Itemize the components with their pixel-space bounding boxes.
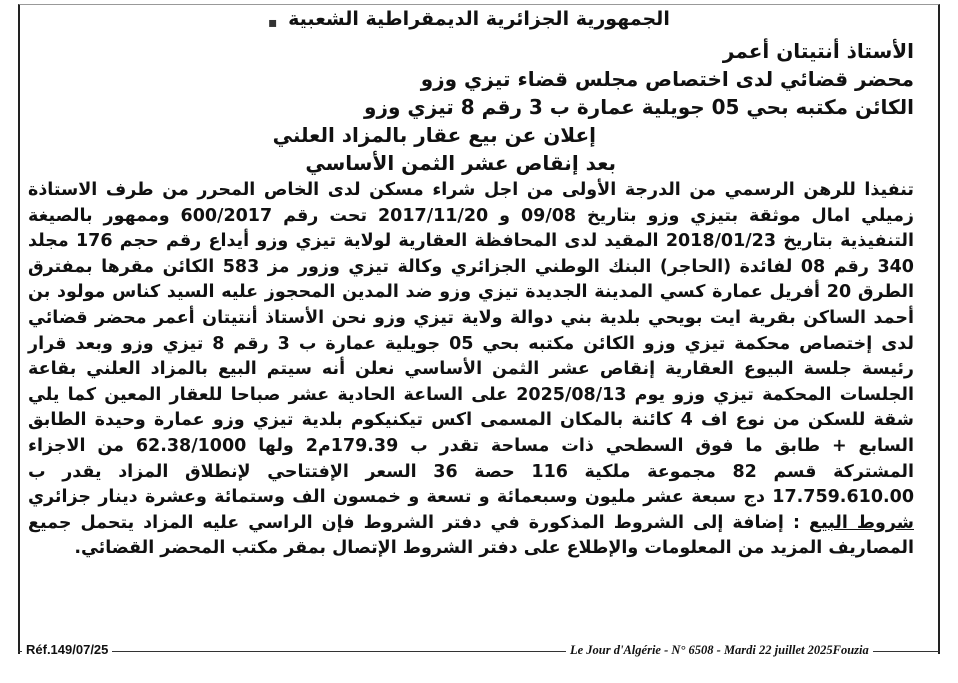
announcement-subtitle: بعد إنقاص عشر الثمن الأساسي: [305, 151, 616, 175]
corner-mark: ▪: [268, 15, 278, 31]
body-end-text: : إضافة إلى الشروط المذكورة في دفتر الشروط فإن الراسي عليه المزاد يتحمل جميع المصاريف المزيد من المعلومات والإطلاع على دفتر الشروط الإتصال بمقر مكتب المحضر القضائي.: [28, 512, 914, 559]
footer: [18, 642, 940, 662]
body-main-text: تنفيذا للرهن الرسمي من الدرجة الأولى من اجل شراء مسكن لدى الخاص المحرر من طرف الاستاذة زميلي امال موثقة بتيزي وزو بتاريخ 09/08 و 2017/11/20 تحت رقم 600/2017 وممهور بالصيغة التنفيذية بتاريخ 2018/01/23 المقيد لدى المحافظة العقارية لولاية تيزي وزو أيداع رقم حجم 176 مجلد 340 رقم 08 لفائدة (الحاجر) البنك الوطني الجزائري وكالة تيزي وزور مز 583 الكائن مقرها بمفترق الطرق 20 أفريل عمارة كسي المدينة الجديدة تيزي وزو ضد المدين المحجوز عليه السيد كناس مولود بن أحمد الساكن بقرية ايت بويحي بلدية بني دوالة ولاية تيزي وزو نحن الأستاذ أنتيتان أعمر محضر قضائي لدى إختصاص محكمة تيزي وزو الكائن مكتبه بحي 05 جويلية عمارة ب 3 رقم 8 تيزي وزو وبعد قرار رئيسة جلسة البيوع العقارية إنقاص عشر الثمن الأساسي نعلن أنه سيتم البيع بالمزاد العلني بقاعة الجلسات المحكمة تيزي وزو يوم 2025/08/13 على الساعة الحادية عشر صباحا للعقار المعين كما يلي شقة للسكن من نوع اف 4 كائنة بالمكان المسمى اكس تيكنيكوم بلدية تيزي وزو عمارة وحيدة الطابق السابع + طابق ما فوق السطحي ذات مساحة تقدر ب 179.39م2 ولها 62.38/1000 من الاجزاء المشتركة قسم 82 مجموعة ملكية 116 حصة 36 السعر الإفتتاحي لإنطلاق المزاد يقدر ب 17.759.610.00 دج سبعة عشر مليون وسبعمائة و تسعة و خمسون الف وستمائة وعشرة دينار جزائري: [28, 180, 915, 508]
newspaper-credit: Le Jour d'Algérie - N° 6508 - Mardi 22 juillet 2025Fouzia: [566, 643, 873, 658]
republic-title: الجمهورية الجزائرية الديمقراطية الشعبية: [288, 8, 670, 30]
announcement-title: إعلان عن بيع عقار بالمزاد العلني: [272, 123, 596, 147]
bailiff-name: الأستاذ أنتيتان أعمر: [722, 39, 914, 63]
bailiff-address: الكائن مكتبه بحي 05 جويلية عمارة ب 3 رقم 8 تيزي وزو: [364, 95, 914, 119]
bailiff-function: محضر قضائي لدى اختصاص مجلس قضاء تيزي وزو: [420, 67, 914, 91]
conditions-label: شروط البيع: [809, 512, 914, 533]
announcement-body: [28, 178, 914, 562]
reference-number: Réf.149/07/25: [22, 642, 112, 657]
